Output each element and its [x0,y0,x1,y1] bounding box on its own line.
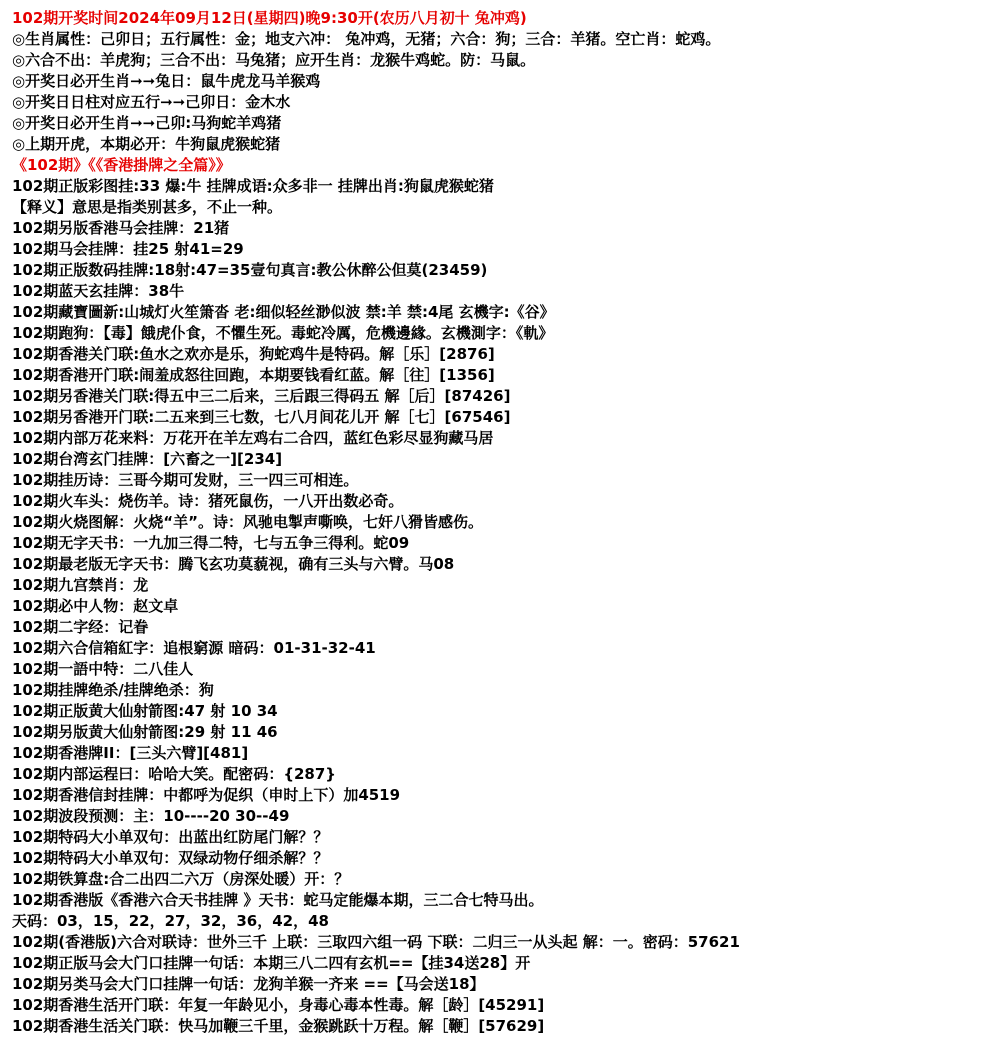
text-line: 102期九宫禁肖：龙 [12,576,149,594]
text-line: 102期波段预测：主：10----20 30--49 [12,807,290,825]
text-line: 102期跑狗：【毒】餓虎仆食，不懼生死。毒蛇冷厲，危機邊緣。玄機測字：《軌》 [12,324,554,342]
text-line: 102期挂历诗：三哥今期可发财，三一四三可相连。 [12,471,359,489]
text-line: 102期香港生活关门联：快马加鞭三千里，金猴跳跃十万程。解［鞭］[57629] [12,1017,545,1035]
text-line: 102期火烧图解：火烧“羊”。诗：风驰电掣声嘶唤，七奸八猾皆感伤。 [12,513,484,531]
text-line: 102期六合信箱紅字：追根窮源 暗码：01-31-32-41 [12,639,376,657]
text-line: 102期无字天书：一九加三得二特，七与五争三得利。蛇09 [12,534,410,552]
text-line: 102期另版黄大仙射箭图:29 射 11 46 [12,723,278,741]
text-line: 102期马会挂牌：挂25 射41=29 [12,240,244,258]
text-line: 102期香港版《香港六合天书挂牌 》天书：蛇马定能爆本期，三二合七特马出。 [12,891,544,909]
text-line: 【释义】意思是指类别甚多，不止一种。 [12,198,283,216]
text-line: 102期蓝天玄挂牌：38牛 [12,282,185,300]
text-line: 102期台湾玄门挂牌：[六畜之一][234] [12,450,283,468]
text-line: 102期正版彩图挂:33 爆:牛 挂牌成语:众多非一 挂牌出肖:狗鼠虎猴蛇猪 [12,177,494,195]
text-line: ◎开奖日必开生肖➞➞兔日：鼠牛虎龙马羊猴鸡 [12,72,321,90]
text-line: 102期内部运程曰：哈哈大笑。配密码：{287} [12,765,336,783]
text-line: 102期一語中特：二八佳人 [12,660,194,678]
text-line: 102期挂牌绝杀/挂牌绝杀：狗 [12,681,214,699]
text-line: 102期另版香港马会挂牌：21猪 [12,219,230,237]
text-line: 天码：03，15，22，27，32，36，42，48 [12,912,329,930]
text-line: 102期正版黄大仙射箭图:47 射 10 34 [12,702,278,720]
text-line: 102期开奖时间2024年09月12日(星期四)晚9:30开(农历八月初十 兔冲鸡) [12,9,527,27]
text-line: ◎六合不出：羊虎狗；三合不出：马兔猪；应开生肖：龙猴牛鸡蛇。防：马鼠。 [12,51,536,69]
text-line: 102期铁算盘:合二出四二六万（房深处暖）开：？ [12,870,350,888]
text-line: ◎上期开虎，本期必开：牛狗鼠虎猴蛇猪 [12,135,281,153]
text-line: 102期特码大小单双句：双绿动物仔细杀解？？ [12,849,329,867]
text-line: 102期另类马会大门口挂牌一句话：龙狗羊猴一齐来 ==【马会送18】 [12,975,485,993]
text-line: ◎开奖日日柱对应五行➞➞己卯日：金木水 [12,93,291,111]
text-line: 102期香港牌II：[三头六臂][481] [12,744,249,762]
text-line: 102期二字经：记眷 [12,618,149,636]
text-line: 102期正版数码挂牌:18射:47=35壹句真言:教公休醉公但莫(23459) [12,261,488,279]
text-line: 102期正版马会大门口挂牌一句话：本期三八二四有玄机==【挂34送28】开 [12,954,531,972]
text-line: 102期香港关门联:鱼水之欢亦是乐，狗蛇鸡牛是特码。解［乐］[2876] [12,345,495,363]
text-line: 102期特码大小单双句：出蓝出红防尾门解？？ [12,828,329,846]
text-line: 102期(香港版)六合对联诗：世外三千 上联：三取四六组一码 下联：二归三一从头起 解：一。密码：57621 [12,933,740,951]
text-line: 《102期》《《香港掛牌之全篇》》 [12,156,231,174]
text-line: 102期最老版无字天书：腾飞玄功莫藐视，确有三头与六臂。马08 [12,555,455,573]
text-line: 102期另香港开门联:二五来到三七数，七八月间花儿开 解［七］[67546] [12,408,511,426]
text-line: 102期香港生活开门联：年复一年龄见小，身毒心毒本性毒。解［龄］[45291] [12,996,545,1014]
text-line: 102期香港开门联:闹羞成怒往回跑，本期要钱看红蓝。解［往］[1356] [12,366,495,384]
text-line: 102期内部万花来料：万花开在羊左鸡右二合四，蓝红色彩尽显狗藏马居 [12,429,494,447]
text-line: 102期香港信封挂牌：中都呼为促织（申时上下）加4519 [12,786,401,804]
text-line: 102期另香港关门联:得五中三二后来，三后跟三得码五 解［后］[87426] [12,387,511,405]
text-line: ◎生肖属性：己卯日；五行属性：金；地支六冲： 兔冲鸡，无猪；六合：狗；三合：羊猪。空亡肖：蛇鸡。 [12,30,721,48]
text-line: 102期火车头：烧伤羊。诗：猪死鼠伤，一八开出数必奇。 [12,492,404,510]
text-line: 102期必中人物：赵文卓 [12,597,179,615]
text-line: 102期藏寶圖新:山城灯火笙箫沓 老:细似轻丝渺似波 禁:羊 禁:4尾 玄機字:《谷》 [12,303,555,321]
text-line: ◎开奖日必开生肖➞➞己卯:马狗蛇羊鸡猪 [12,114,282,132]
